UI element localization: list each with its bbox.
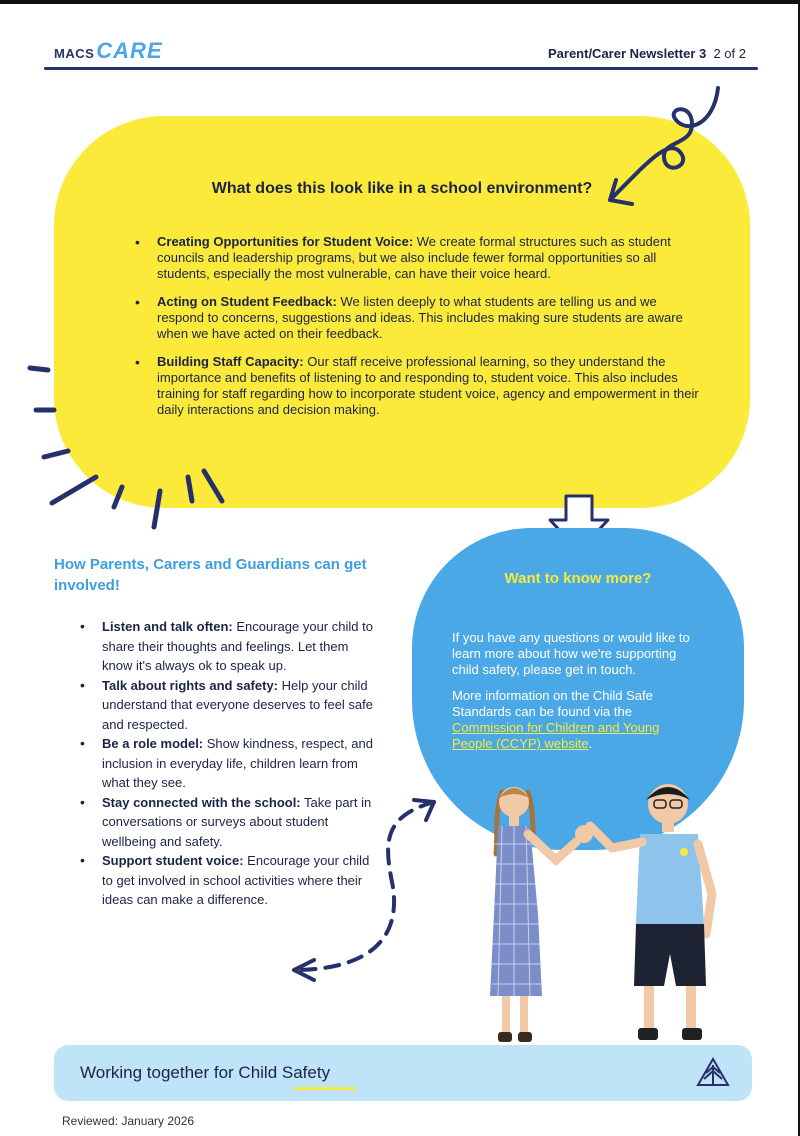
list-item-text: We listen deeply to what students are telling us and we respond to concerns, suggestions and ideas. This includes making sure students are aware when we have acted on their feedback. [157,294,683,341]
children-high-five-image [480,764,740,1046]
list-item-text: Help your child understand that everyone deserves to feel safe and respected. [102,677,374,732]
dashed-arrow-icon [284,792,454,987]
ccyp-website-link[interactable]: Commission for Children and Young People (CCYP) website [452,720,660,751]
list-item-text: Encourage your child to share their thoughts and feelings. Let them know it's always ok to speak up. [102,619,373,673]
know-more-paragraph-1: If you have any questions or would like to learn more about how we're supporting child safety, please get in touch. [452,630,690,677]
know-more-title: Want to know more? [504,570,652,587]
paragraph-text: More information on the Child Safe Standards can be found via the [452,688,653,719]
header-divider [44,67,758,70]
list-item-heading: Stay connected with the school: [102,794,301,810]
paragraph-text: . [588,736,593,751]
curly-arrow-icon [596,84,726,214]
list-item-text: Show kindness, respect, and inclusion in everyday life, children learn from what they see. [102,736,373,790]
list-item [157,294,702,342]
logo-main: CARE [96,38,163,63]
list-item [157,234,702,282]
list-item-text: Our staff receive professional learning, so they understand the importance and benefits of listening to and responding to, student voice. This also includes training for staff regarding how to incorporate student voice, agency and empowerment in their daily interactions and decision making. [157,354,699,417]
list-item-heading: Acting on Student Feedback: [157,294,337,309]
girl-figure [490,787,576,1042]
banner-text: Working together for Child Safety [80,1063,331,1082]
know-more-body [452,630,702,762]
list-item-heading: Support student voice: [102,853,244,868]
banner-underline [294,1087,356,1090]
macs-care-logo [54,38,163,64]
list-item-text: We create formal structures such as student councils and leadership programs, but we also include fewer formal opportunities so all students, especially the most vulnerable, can have their voice heard. [157,234,671,281]
involve-section-title: How Parents, Carers and Guardians can get involved! [54,556,367,594]
list-item-heading: Listen and talk often: [102,619,233,634]
logo-prefix: MACS [54,46,95,61]
school-section-title: What does this look like in a school environment? [211,180,593,197]
list-item-text: Encourage your child to get involved in school activities where their ideas can make a difference. [102,853,370,907]
newsletter-header [548,46,746,61]
macs-brand-icon [696,1057,730,1087]
high-five-hands [575,825,593,843]
list-item-heading: Talk about rights and safety: [102,677,279,693]
page-indicator: 2 of 2 [713,46,746,61]
list-item [157,354,702,418]
list-item-heading: Be a role model: [102,736,204,751]
list-item-heading: Building Staff Capacity: [157,354,304,369]
burst-lines-icon [26,359,236,534]
list-item [102,617,382,676]
newsletter-title: Parent/Carer Newsletter 3 [547,46,707,61]
list-item [102,734,382,793]
know-more-paragraph-2 [452,688,702,752]
list-item-heading: Creating Opportunities for Student Voice: [157,234,414,249]
list-item [102,676,382,735]
school-section-list [157,234,702,430]
footer-banner [54,1045,752,1101]
reviewed-date: Reviewed: January 2026 [62,1114,195,1128]
list-item-text: Take part in conversations or surveys about student wellbeing and safety. [102,794,372,849]
boy-figure [590,784,712,1040]
